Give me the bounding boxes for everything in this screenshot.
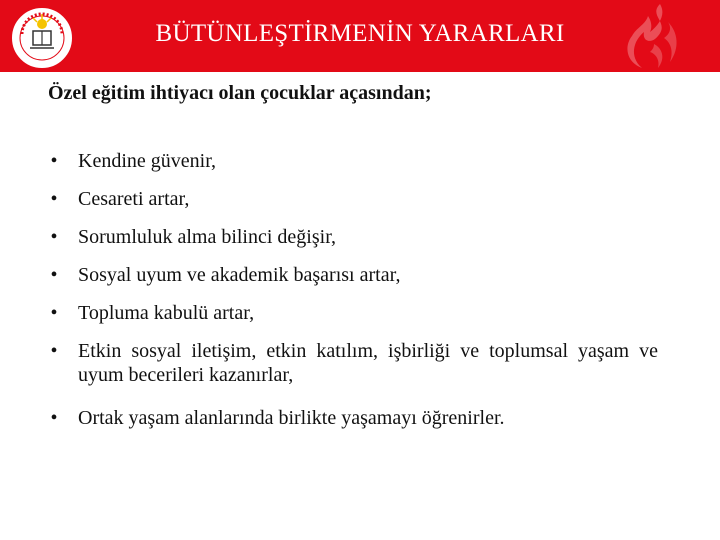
list-item-text: Topluma kabulü artar, [78, 302, 255, 324]
list-item [48, 149, 658, 173]
list-item [48, 263, 658, 287]
title-bar [0, 0, 720, 72]
bullet-icon: • [50, 264, 58, 286]
subtitle: Özel eğitim ihtiyacı olan çocuklar açasından; [48, 82, 432, 104]
list-item [48, 225, 658, 249]
bullet-icon: • [50, 340, 58, 362]
bullet-icon: • [50, 188, 58, 210]
list-item [48, 339, 658, 387]
list-item-text: Etkin sosyal iletişim, etkin katılım, işbirliği ve toplumsal yaşam ve uyum becerileri kazanırlar, [78, 340, 658, 386]
list-item [48, 187, 658, 211]
bullet-icon: • [50, 150, 58, 172]
list-item [48, 301, 658, 325]
list-item [48, 406, 658, 430]
meb-emblem-icon [8, 4, 76, 72]
list-item-text: Sorumluluk alma bilinci değişir, [78, 226, 337, 248]
list-item-text: Ortak yaşam alanlarında birlikte yaşamayı öğrenirler. [78, 407, 505, 429]
list-item-text: Sosyal uyum ve akademik başarısı artar, [78, 264, 401, 286]
bullet-icon: • [50, 407, 58, 429]
bullet-icon: • [50, 226, 58, 248]
list-item-text: Cesareti artar, [78, 188, 190, 210]
page-title: BÜTÜNLEŞTİRMENİN YARARLARI [155, 20, 565, 47]
benefits-list [48, 149, 658, 444]
list-item-text: Kendine güvenir, [78, 150, 217, 172]
bullet-icon: • [50, 302, 58, 324]
flame-icon [618, 2, 692, 72]
